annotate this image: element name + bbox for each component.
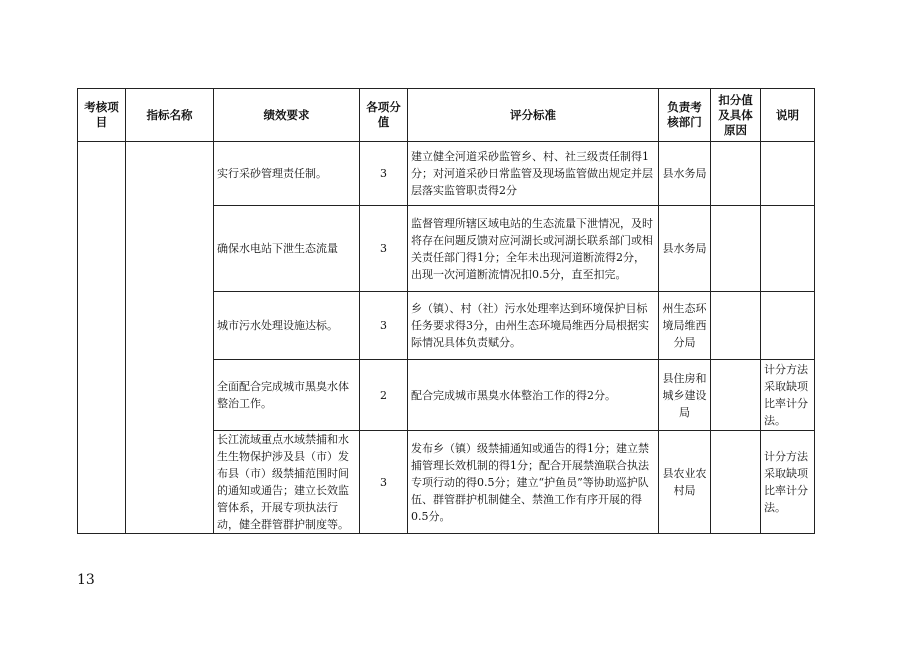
- deduction-cell: [711, 431, 761, 534]
- requirement-cell: 城市污水处理设施达标。: [214, 292, 360, 360]
- criteria-cell: 乡（镇）、村（社）污水处理率达到环境保护目标任务要求得3分，由州生态环境局维西分局根据实际情况具体负责赋分。: [408, 292, 659, 360]
- header-scoring-criteria: 评分标准: [408, 89, 659, 142]
- note-cell: [761, 142, 815, 206]
- requirement-cell: 长江流域重点水域禁捕和水生生物保护涉及县（市）发布县（市）级禁捕范围时间的通知或通告；建立长效监管体系，开展专项执法行动，健全群管群护制度等。: [214, 431, 360, 534]
- header-indicator-name: 指标名称: [126, 89, 214, 142]
- criteria-cell: 配合完成城市黑臭水体整治工作的得2分。: [408, 360, 659, 431]
- header-assessment-item: 考核项目: [78, 89, 126, 142]
- note-cell: 计分方法采取缺项比率计分法。: [761, 360, 815, 431]
- criteria-cell: 建立健全河道采砂监管乡、村、社三级责任制得1分；对河道采砂日常监管及现场监管做出规定并层层落实监管职责得2分: [408, 142, 659, 206]
- header-score: 各项分值: [360, 89, 408, 142]
- score-cell: 3: [360, 206, 408, 292]
- dept-cell: 县农业农村局: [659, 431, 711, 534]
- dept-cell: 州生态环境局维西分局: [659, 292, 711, 360]
- assessment-item-cell: [78, 142, 126, 534]
- criteria-cell: 发布乡（镇）级禁捕通知或通告的得1分；建立禁捕管理长效机制的得1分；配合开展禁渔联合执法专项行动的得0.5分；建立“护鱼员”等协助巡护队伍、群管群护机制健全、禁渔工作有序开展的得0.5分。: [408, 431, 659, 534]
- indicator-name-cell: [126, 142, 214, 534]
- dept-cell: 县水务局: [659, 142, 711, 206]
- score-cell: 3: [360, 142, 408, 206]
- score-cell: 3: [360, 431, 408, 534]
- header-performance-requirement: 绩效要求: [214, 89, 360, 142]
- requirement-cell: 实行采砂管理责任制。: [214, 142, 360, 206]
- deduction-cell: [711, 206, 761, 292]
- header-responsible-dept: 负责考核部门: [659, 89, 711, 142]
- score-cell: 2: [360, 360, 408, 431]
- table-row: [78, 142, 815, 206]
- assessment-table: [77, 88, 815, 534]
- deduction-cell: [711, 292, 761, 360]
- header-note: 说明: [761, 89, 815, 142]
- deduction-cell: [711, 142, 761, 206]
- header-row: [78, 89, 815, 142]
- note-cell: 计分方法采取缺项比率计分法。: [761, 431, 815, 534]
- note-cell: [761, 206, 815, 292]
- requirement-cell: 全面配合完成城市黑臭水体整治工作。: [214, 360, 360, 431]
- dept-cell: 县住房和城乡建设局: [659, 360, 711, 431]
- page-number: 13: [77, 572, 95, 588]
- dept-cell: 县水务局: [659, 206, 711, 292]
- criteria-cell: 监督管理所辖区域电站的生态流量下泄情况，及时将存在问题反馈对应河湖长或河湖长联系部门或相关责任部门得1分；全年未出现河道断流得2分，出现一次河道断流情况扣0.5分，直至扣完。: [408, 206, 659, 292]
- deduction-cell: [711, 360, 761, 431]
- score-cell: 3: [360, 292, 408, 360]
- requirement-cell: 确保水电站下泄生态流量: [214, 206, 360, 292]
- note-cell: [761, 292, 815, 360]
- header-deduction: 扣分值及具体原因: [711, 89, 761, 142]
